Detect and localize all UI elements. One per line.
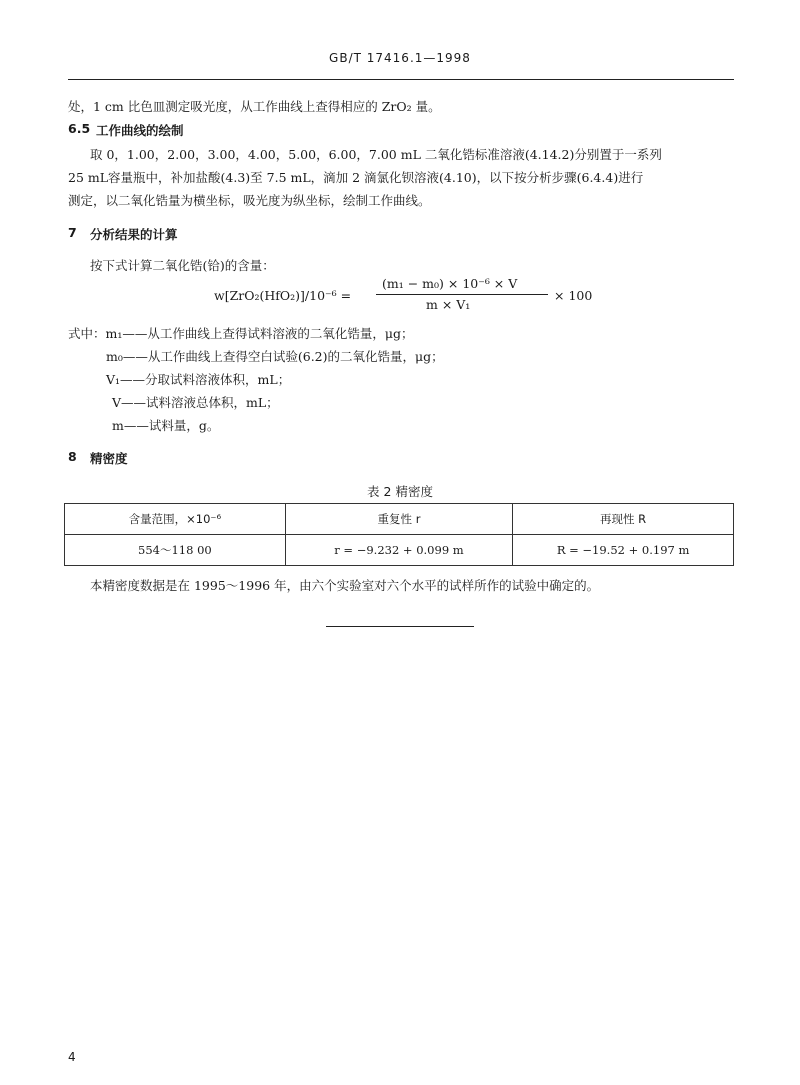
fraction-bar bbox=[376, 294, 548, 295]
section-6-5-title: 工作曲线的绘制 bbox=[96, 123, 184, 138]
continuation-line: 处，1 cm 比色皿测定吸光度，从工作曲线上查得相应的 ZrO₂ 量。 bbox=[68, 99, 441, 114]
definition-line: m₀——从工作曲线上查得空白试验(6.2)的二氧化锆量，μg； bbox=[106, 349, 444, 364]
formula-numerator: (m₁ − m₀) × 10⁻⁶ × V bbox=[382, 276, 518, 291]
formula-tail: × 100 bbox=[554, 288, 593, 303]
definition-line: 式中：m₁——从工作曲线上查得试料溶液的二氧化锆量，μg； bbox=[68, 326, 414, 341]
table-header-cell: 重复性 r bbox=[285, 504, 512, 535]
paragraph-line: 取 0，1.00，2.00，3.00，4.00，5.00，6.00，7.00 mL 二氧化锆标准溶液(4.14.2)分别置于一系列 bbox=[90, 147, 662, 162]
precision-note: 本精密度数据是在 1995～1996 年，由六个实验室对六个水平的试样所作的试验中确定的。 bbox=[90, 578, 600, 593]
section-6-5-number: 6.5 bbox=[68, 121, 91, 136]
formula-lhs: w[ZrO₂(HfO₂)]/10⁻⁶ = bbox=[214, 288, 352, 303]
precision-table bbox=[64, 503, 734, 566]
page-number: 4 bbox=[68, 1050, 76, 1064]
section-8-number: 8 bbox=[68, 449, 77, 464]
definition-line: V₁——分取试料溶液体积，mL； bbox=[106, 372, 291, 387]
header-rule bbox=[68, 79, 734, 80]
section-7-number: 7 bbox=[68, 225, 77, 240]
table-header-row bbox=[65, 504, 734, 535]
table-header-cell: 含量范围，×10⁻⁶ bbox=[65, 504, 286, 535]
standard-code: GB/T 17416.1—1998 bbox=[329, 51, 471, 65]
formula-denominator: m × V₁ bbox=[426, 297, 471, 312]
formula-intro: 按下式计算二氧化锆(铪)的含量： bbox=[90, 258, 275, 273]
content-formula bbox=[214, 276, 594, 316]
paragraph-line: 测定，以二氧化锆量为横坐标，吸光度为纵坐标，绘制工作曲线。 bbox=[68, 193, 431, 208]
definition-line: V——试料溶液总体积，mL； bbox=[112, 395, 279, 410]
definition-line: m——试料量，g。 bbox=[112, 418, 220, 433]
end-rule bbox=[326, 626, 474, 627]
paragraph-line: 25 mL容量瓶中，补加盐酸(4.3)至 7.5 mL，滴加 2 滴氯化钡溶液(4.10)，以下按分析步骤(6.4.4)进行 bbox=[68, 170, 644, 185]
table-cell: r = −9.232 + 0.099 m bbox=[285, 535, 512, 566]
section-7-title: 分析结果的计算 bbox=[90, 227, 178, 242]
section-8-title: 精密度 bbox=[90, 451, 128, 466]
table-caption: 表 2 精密度 bbox=[367, 484, 433, 499]
table-row bbox=[65, 535, 734, 566]
table-cell: R = −19.52 + 0.197 m bbox=[513, 535, 734, 566]
table-header-cell: 再现性 R bbox=[513, 504, 734, 535]
table-cell: 554～118 00 bbox=[65, 535, 286, 566]
